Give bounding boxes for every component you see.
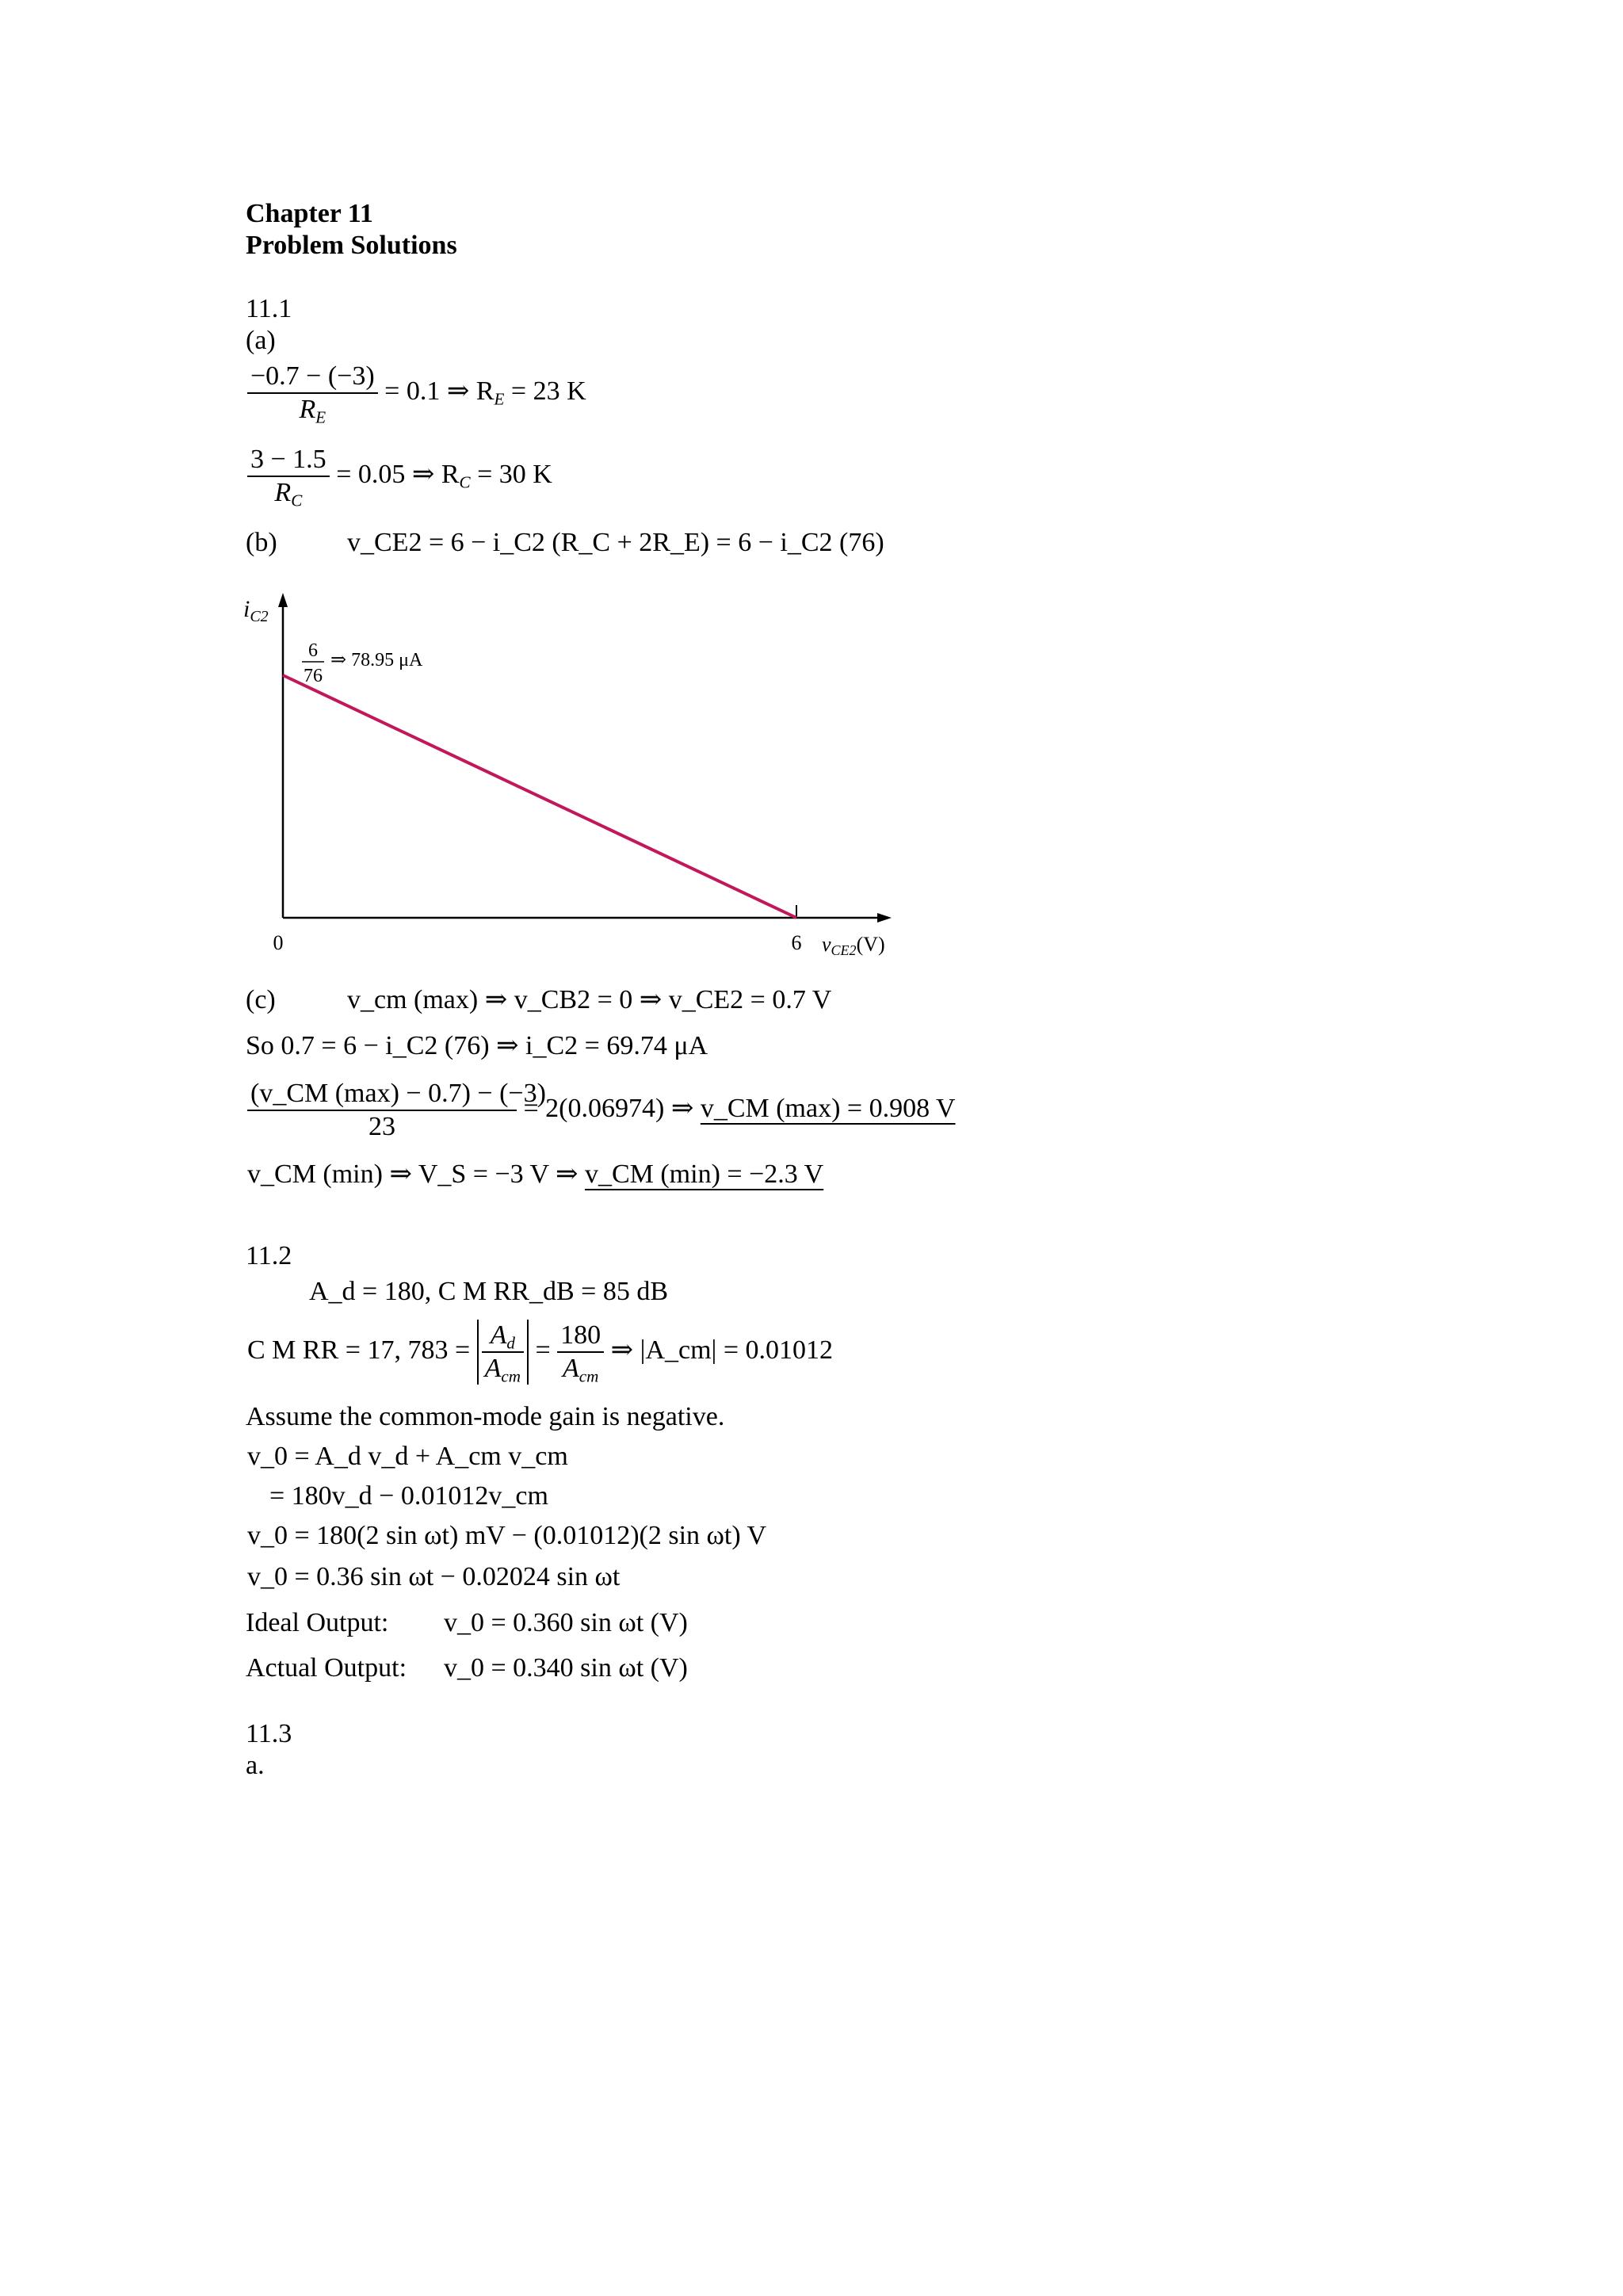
problem-number-11-2: 11.2 [246,1241,292,1270]
equation-v0-substituted: = 180v_d − 0.01012v_cm [269,1481,548,1511]
equation-v0-general: v_0 = A_d v_d + A_cm v_cm [247,1442,568,1471]
equation-vcm-min: v_CM (min) ⇒ V_S = −3 V ⇒ v_CM (min) = −2.3 V [247,1159,824,1189]
equation-v0-sine: v_0 = 180(2 sin ωt) mV − (0.01012)(2 sin ωt) V [247,1521,767,1550]
chapter-title: Chapter 11 [246,199,373,228]
y-axis-label: $i_{C2}$ [243,596,269,625]
intercept-numerator: 6 [308,640,318,661]
intercept-denominator: 76 [304,666,323,686]
ideal-output-equation: v_0 = 0.360 sin ωt (V) [444,1608,688,1637]
vcm-max-denominator: 23 [369,1112,395,1141]
equation-vcm-max-calc [247,1078,956,1143]
equation-re: $\frac{-0.7 - (-3)}{R_E}$ = 0.1 ⇒ $R_E = 23$ K [247,361,586,426]
equation-rc-numerator: 3 − 1.5 [247,444,330,477]
load-line-svg [234,586,923,963]
assumption-text: Assume the common-mode gain is negative. [246,1402,725,1431]
problem-number-11-1: 11.1 [246,294,292,323]
equation-re-numerator: −0.7 − (−3) [247,361,378,394]
problem-number-11-3: 11.3 [246,1719,292,1748]
x-axis-arrow [877,913,892,923]
x-axis-label: vCE2(V) [822,933,885,958]
equation-v0-simplified: v_0 = 0.36 sin ωt − 0.02024 sin ωt [247,1562,621,1591]
given-values: A_d = 180, C M RR_dB = 85 dB [309,1277,669,1306]
origin-label: 0 [273,931,284,954]
y-axis-arrow [278,593,288,607]
vcm-max-rhs: = 2(0.06974) ⇒ [523,1093,694,1123]
chapter-subtitle: Problem Solutions [246,231,457,260]
equation-ic2: So 0.7 = 6 − i_C2 (76) ⇒ i_C2 = 69.74 μA [246,1031,708,1060]
actual-output-equation: v_0 = 0.340 sin ωt (V) [444,1653,688,1683]
equation-vcm-max: v_cm (max) ⇒ v_CB2 = 0 ⇒ v_CE2 = 0.7 V [347,985,832,1014]
ideal-output-label: Ideal Output: [246,1608,389,1637]
part-a-label: (a) [246,326,276,355]
equation-vce2: v_CE2 = 6 − i_C2 (R_C + 2R_E) = 6 − i_C2 (76) [347,528,884,557]
x-tick-label-6: 6 [791,931,802,954]
intercept-value: ⇒ 78.95 μA [330,650,423,670]
load-line-graph [234,586,923,963]
vcm-max-numerator: (v_CM (max) − 0.7) − (−3) [247,1078,517,1111]
equation-rc-rhs: = 0.05 ⇒ $R_C = 30$ K [336,459,552,492]
equation-cmrr: C M RR = 17, 783 = $\frac{A_d}{A_{cm}}$ = $\frac{180}{A_{cm}}$ ⇒ |A_cm| = 0.01012 [247,1320,834,1386]
equation-rc: $\frac{3 - 1.5}{R_C}$ = 0.05 ⇒ $R_C = 30$ K [247,444,552,509]
vcm-max-result: v_CM (max) = 0.908 V [700,1093,956,1123]
part-a-label-11-3: a. [246,1751,265,1780]
vcm-min-result: v_CM (min) = −2.3 V [584,1159,824,1189]
equation-re-rhs: = 0.1 ⇒ $R_E = 23$ K [384,376,586,409]
load-line [283,675,796,918]
part-b-label: (b) [246,528,277,557]
actual-output-label: Actual Output: [246,1653,407,1683]
part-c-label: (c) [246,985,276,1014]
